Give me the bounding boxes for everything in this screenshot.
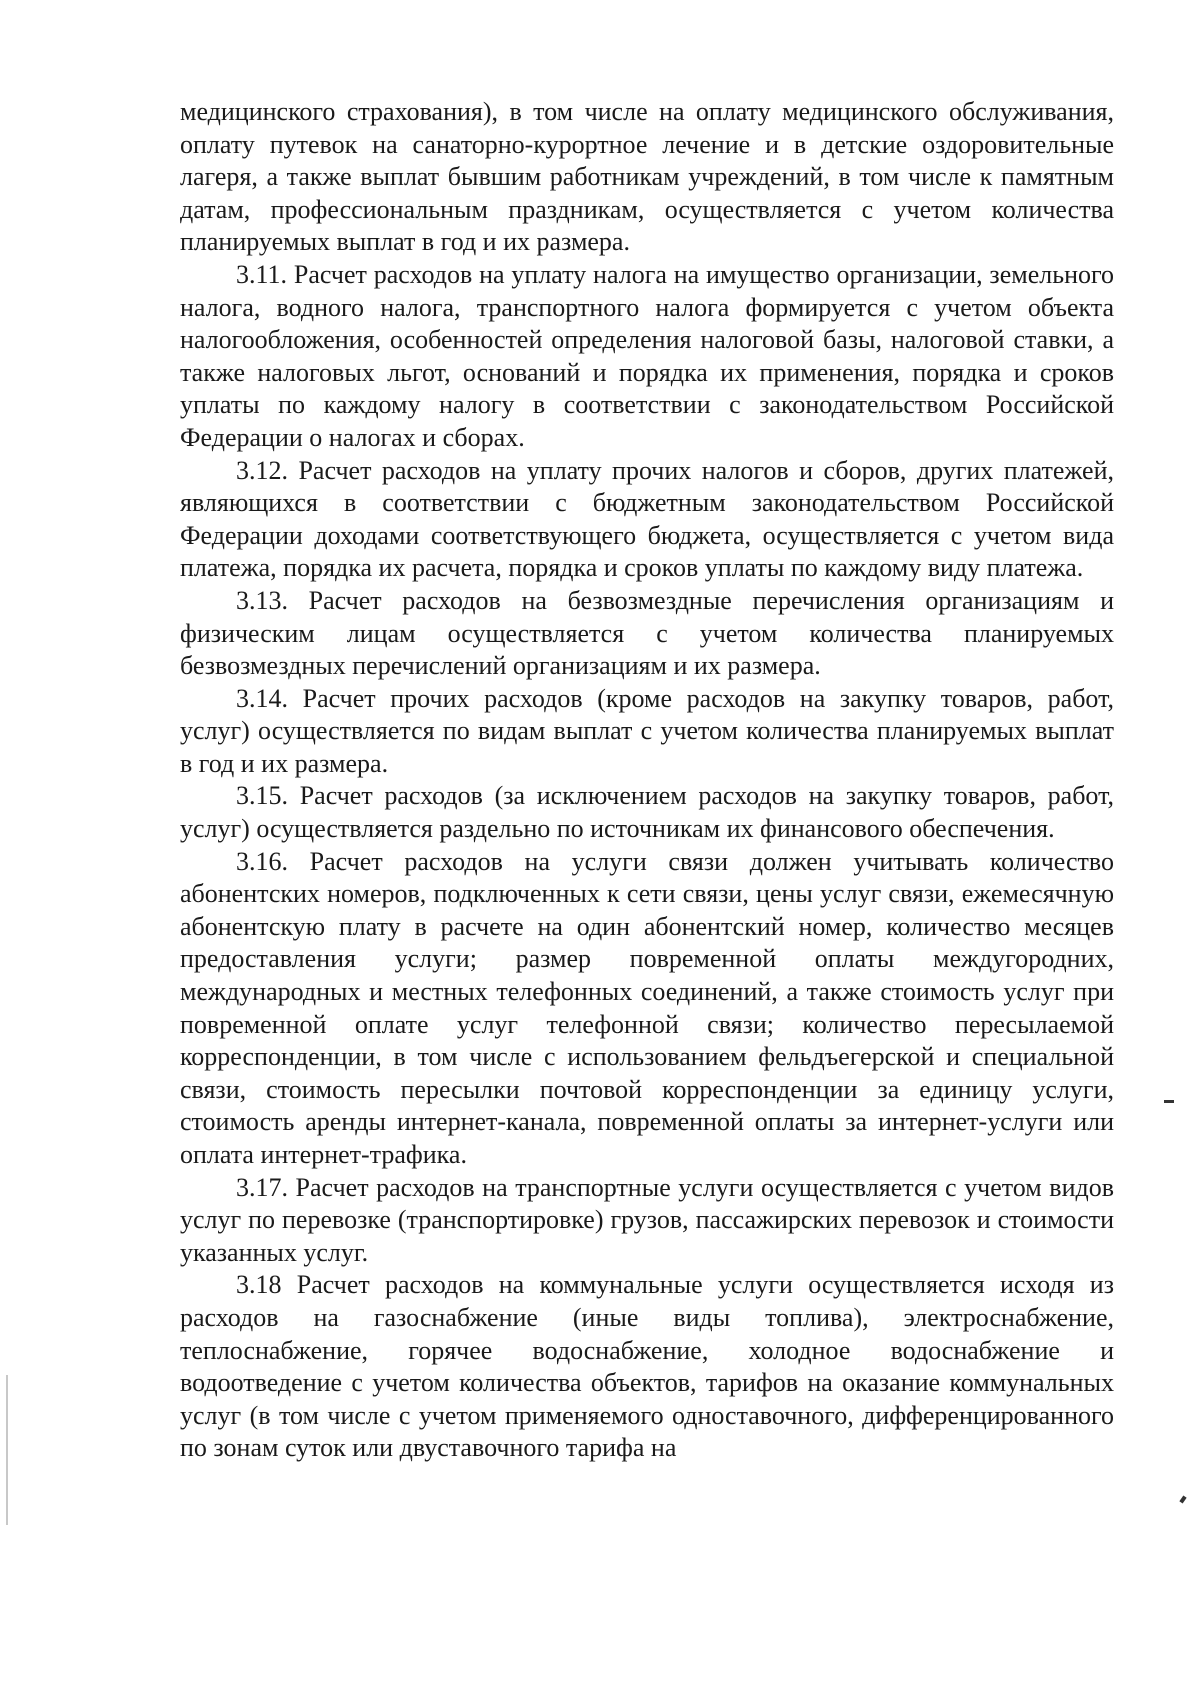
paragraph-continuation: медицинского страхования), в том числе на оплату медицинского обслуживания, оплату путевок на санаторно-курортное лечение и в детские оздоровительные лагеря, а также выплат бывшим работникам учреждений, в том числе к памятным датам, профессиональным праздникам, осуществляется с учетом количества планируемых выплат в год и их размера. — [180, 97, 1114, 257]
paragraph-3-16: 3.16. Расчет расходов на услуги связи должен учитывать количество абонентских номеров, подключенных к сети связи, цены услуг связи, ежемесячную абонентскую плату в расчете на один абонентский номер, количество месяцев предоставления услуги; размер повременной оплаты междугородних, международных и местных телефонных соединений, а также стоимость услуг при повременной оплате услуг телефонной связи; количество пересылаемой корреспонденции, в том числе с использованием фельдъегерской и специальной связи, стоимость пересылки почтовой корреспонденции за единицу услуги, стоимость аренды интернет-канала, повременной оплаты за интернет-услуги или оплата интернет-трафика. — [180, 846, 1114, 1169]
scan-artifact-right-tick — [1179, 1495, 1186, 1503]
paragraph-3-12: 3.12. Расчет расходов на уплату прочих налогов и сборов, других платежей, являющихся в соответствии с бюджетным законодательством Российской Федерации доходами соответствующего бюджета, осуществляется с учетом вида платежа, порядка их расчета, порядка и сроков уплаты по каждому виду платежа. — [180, 455, 1114, 583]
paragraph-3-18: 3.18 Расчет расходов на коммунальные услуги осуществляется исходя из расходов на газоснабжение (иные виды топлива), электроснабжение, теплоснабжение, горячее водоснабжение, холодное водоснабжение и водоотведение с учетом количества объектов, тарифов на оказание коммунальных услуг (в том числе с учетом применяемого одноставочного, дифференцированного по зонам суток или двуставочного тарифа на — [180, 1270, 1114, 1463]
scan-artifact-right-dash — [1164, 1100, 1174, 1103]
paragraph-3-15: 3.15. Расчет расходов (за исключением расходов на закупку товаров, работ, услуг) осуществляется раздельно по источникам их финансового обеспечения. — [180, 781, 1114, 844]
paragraph-3-11: 3.11. Расчет расходов на уплату налога на имущество организации, земельного налога, водного налога, транспортного налога формируется с учетом объекта налогообложения, особенностей определения налоговой базы, налоговой ставки, а также налоговых льгот, оснований и порядка их применения, порядка и сроков уплаты по каждому налогу в соответствии с законодательством Российской Федерации о налогах и сборах. — [180, 259, 1114, 452]
paragraph-3-13: 3.13. Расчет расходов на безвозмездные перечисления организациям и физическим лицам осуществляется с учетом количества планируемых безвозмездных перечислений организациям и их размера. — [180, 585, 1114, 681]
scan-artifact-left-edge — [6, 1375, 8, 1525]
document-body — [180, 96, 1114, 1465]
paragraph-3-14: 3.14. Расчет прочих расходов (кроме расходов на закупку товаров, работ, услуг) осуществляется по видам выплат с учетом количества планируемых выплат в год и их размера. — [180, 683, 1114, 778]
paragraph-3-17: 3.17. Расчет расходов на транспортные услуги осуществляется с учетом видов услуг по перевозке (транспортировке) грузов, пассажирских перевозок и стоимости указанных услуг. — [180, 1172, 1114, 1267]
